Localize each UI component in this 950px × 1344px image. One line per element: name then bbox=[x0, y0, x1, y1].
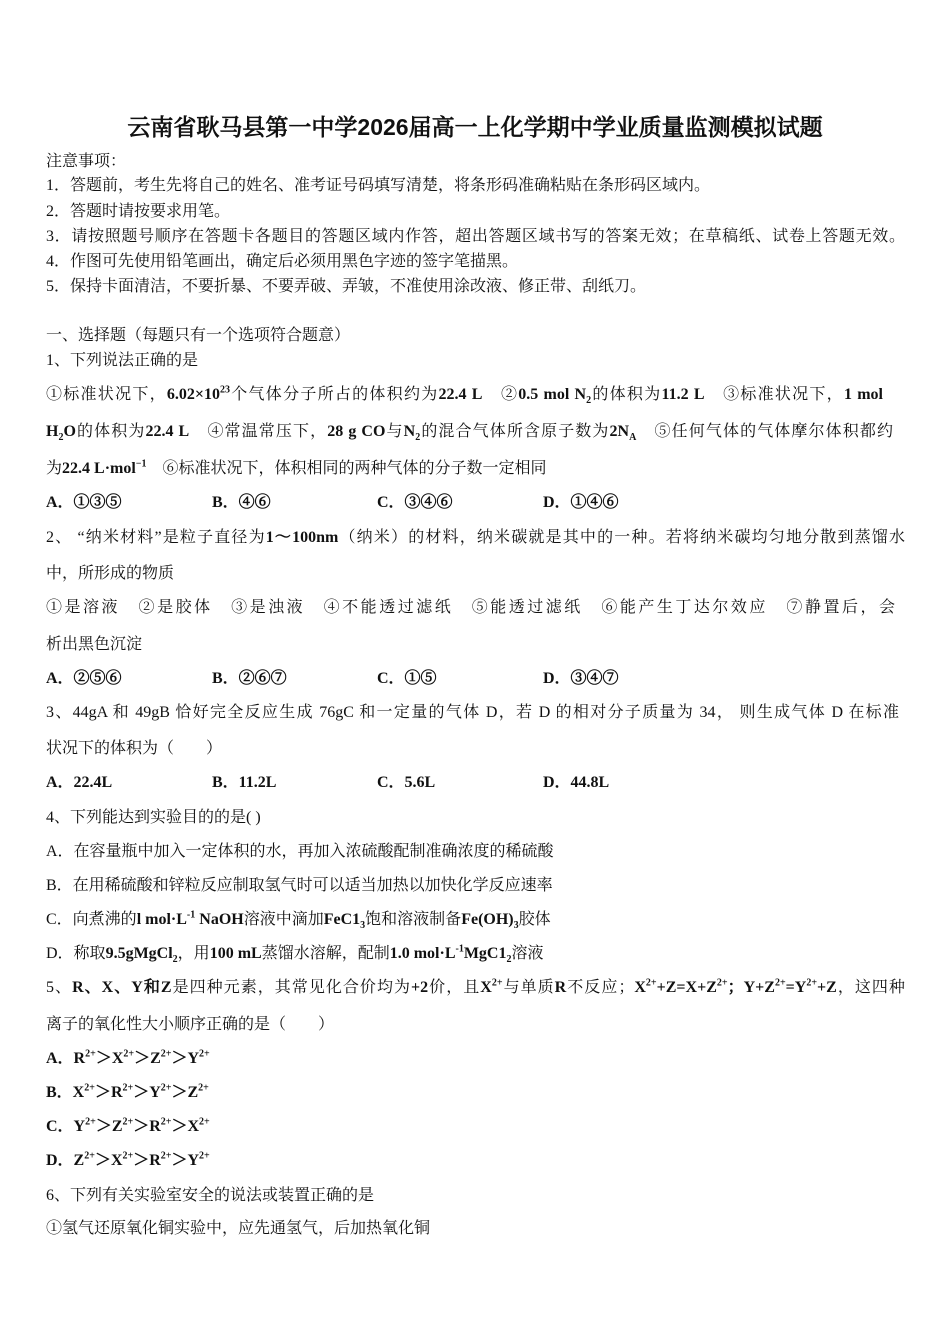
text-segment: 的体积为 bbox=[591, 386, 662, 403]
superscript: 2+ bbox=[198, 1082, 209, 1094]
text-segment: ①标准状况下， bbox=[46, 386, 167, 403]
notice-heading: 注意事项： bbox=[46, 153, 127, 170]
q3-line-1: 3、44gA 和 49gB 恰好完全反应生成 76gC 和一定量的气体 D，若 D 的相对分子质量为 34， 则生成气体 D 在标准 bbox=[46, 704, 899, 721]
option-b: B．④⑥ bbox=[212, 494, 271, 511]
text-segment: ＞Z bbox=[134, 1050, 161, 1067]
text-segment: 1 mol bbox=[843, 386, 883, 403]
text-segment: 是四种元素，其常见化合价均为 bbox=[171, 979, 412, 996]
text-segment: 22.4 L bbox=[145, 423, 190, 440]
text-segment: ⑤任何气体的气体摩尔体积都约 bbox=[636, 423, 893, 440]
q5-line-2: 离子的氧化性大小顺序正确的是（ ） bbox=[46, 1016, 335, 1033]
text-segment: 溶液 bbox=[511, 945, 544, 962]
text-segment: N bbox=[403, 423, 416, 440]
superscript: 2+ bbox=[85, 1116, 96, 1128]
superscript: 2+ bbox=[122, 1150, 134, 1162]
subscript: 2 bbox=[172, 954, 178, 966]
text-segment: 22.4 L·mol bbox=[62, 460, 136, 477]
q1-options bbox=[46, 492, 906, 514]
text-segment: B．X bbox=[46, 1084, 85, 1101]
text-segment: R、X、Y和Z bbox=[72, 979, 172, 996]
q5-option-b bbox=[46, 1082, 209, 1104]
superscript: 2+ bbox=[122, 1116, 134, 1128]
q5-option-c bbox=[46, 1116, 210, 1138]
page-title: 云南省耿马县第一中学2026届高一上化学期中学业质量监测模拟试题 bbox=[127, 114, 823, 140]
option-d: D．①④⑥ bbox=[543, 494, 619, 511]
q6-stem: 6、下列有关实验室安全的说法或装置正确的是 bbox=[46, 1187, 375, 1204]
text-segment: ＞Y bbox=[133, 1084, 161, 1101]
text-segment: 溶液中滴加 bbox=[243, 911, 324, 928]
text-segment: +2 bbox=[411, 979, 429, 996]
text-segment: O bbox=[63, 423, 76, 440]
text-segment: +Z=X+Z bbox=[656, 979, 717, 996]
q4-option-c bbox=[46, 909, 551, 931]
text-segment: ＞R bbox=[133, 1152, 161, 1169]
text-segment: ＞R bbox=[94, 1084, 123, 1101]
text-segment: ＞Z bbox=[171, 1084, 199, 1101]
text-segment: C．Y bbox=[46, 1118, 86, 1135]
q1-line-3 bbox=[46, 458, 547, 480]
q2-line-3: ①是溶液 ②是胶体 ③是浊液 ④不能透过滤纸 ⑤能透过滤纸 ⑥能产生丁达尔效应 ⑦静置后，会 bbox=[46, 599, 895, 616]
text-segment: ② bbox=[482, 386, 519, 403]
text-segment: 与 bbox=[385, 423, 404, 440]
q1-stem: 1、下列说法正确的是 bbox=[46, 352, 199, 369]
option-b: B．11.2L bbox=[212, 774, 277, 791]
superscript: 2+ bbox=[199, 1048, 210, 1060]
notice-item-1: 1．答题前，考生先将自己的姓名、准考证号码填写清楚，将条形码准确粘贴在条形码区域内。 bbox=[46, 177, 711, 194]
option-c: C．③④⑥ bbox=[377, 494, 453, 511]
q5-option-d bbox=[46, 1150, 210, 1172]
q4-option-a: A．在容量瓶中加入一定体积的水，再加入浓硫酸配制准确浓度的稀硫酸 bbox=[46, 843, 554, 860]
subscript: 2 bbox=[586, 395, 592, 407]
superscript: 2+ bbox=[84, 1082, 95, 1094]
q2-options bbox=[46, 668, 906, 690]
text-segment: MgC1 bbox=[463, 945, 507, 962]
text-segment: l mol·L bbox=[136, 911, 187, 928]
subscript: 3 bbox=[513, 920, 519, 932]
q3-options bbox=[46, 772, 906, 794]
notice-item-3: 3．请按照题号顺序在答题卡各题目的答题区域内作答，超出答题区域书写的答案无效；在草稿纸、试卷上答题无效。 bbox=[46, 228, 905, 245]
superscript: 2+ bbox=[160, 1048, 172, 1060]
option-d: D．44.8L bbox=[543, 774, 610, 791]
q3-line-2: 状况下的体积为（ ） bbox=[46, 740, 223, 757]
subscript: 2 bbox=[58, 432, 64, 444]
text-segment: ＞Y bbox=[171, 1152, 200, 1169]
text-segment: （纳米）的材料，纳米碳就是其中的一种。若将纳米碳均匀地分散到蒸馏水 bbox=[338, 529, 905, 546]
text-segment: ＞X bbox=[95, 1050, 124, 1067]
text-segment: 2、 “纳米材料”是粒子直径为 bbox=[46, 529, 266, 546]
text-segment: D．称取 bbox=[46, 945, 106, 962]
superscript: −1 bbox=[135, 458, 147, 470]
text-segment: 9.5gMgCl bbox=[105, 945, 173, 962]
notice-item-2: 2．答题时请按要求用笔。 bbox=[46, 203, 231, 220]
text-segment: Fe(OH) bbox=[461, 911, 514, 928]
superscript: 2+ bbox=[85, 1048, 96, 1060]
superscript: 2+ bbox=[774, 977, 786, 989]
text-segment: +Z bbox=[817, 979, 837, 996]
text-segment: ＞Z bbox=[95, 1118, 123, 1135]
q4-option-d bbox=[46, 943, 544, 965]
superscript: 2+ bbox=[160, 1082, 172, 1094]
text-segment: 与单质 bbox=[502, 979, 555, 996]
text-segment: ＞R bbox=[133, 1118, 161, 1135]
text-segment: A．R bbox=[46, 1050, 86, 1067]
text-segment: ⑥标准状况下，体积相同的两种气体的分子数一定相同 bbox=[146, 460, 547, 477]
superscript: 2+ bbox=[160, 1116, 172, 1128]
superscript: 2+ bbox=[199, 1116, 210, 1128]
q1-line-1 bbox=[46, 384, 883, 406]
subscript: 2 bbox=[506, 954, 512, 966]
text-segment: D．Z bbox=[46, 1152, 85, 1169]
text-segment: ，用 bbox=[177, 945, 210, 962]
text-segment: ＞X bbox=[171, 1118, 200, 1135]
superscript: 2+ bbox=[84, 1150, 95, 1162]
text-segment: 5、 bbox=[46, 979, 73, 996]
text-segment: 28 g CO bbox=[327, 423, 386, 440]
superscript: 2+ bbox=[645, 977, 657, 989]
text-segment: 22.4 L bbox=[438, 386, 483, 403]
text-segment: X bbox=[480, 979, 492, 996]
text-segment: 6.02×10 bbox=[166, 386, 220, 403]
text-segment: C．向煮沸的 bbox=[46, 911, 137, 928]
text-segment: ；Y+Z bbox=[727, 979, 775, 996]
text-segment: =Y bbox=[785, 979, 807, 996]
text-segment: ④常温常压下， bbox=[189, 423, 328, 440]
q4-stem: 4、下列能达到实验目的的是( ) bbox=[46, 809, 261, 826]
notice-item-5: 5．保持卡面清洁，不要折暴、不要弄破、弄皱，不准使用涂改液、修正带、刮纸刀。 bbox=[46, 278, 647, 295]
text-segment: X bbox=[634, 979, 646, 996]
option-a: A．22.4L bbox=[46, 774, 113, 791]
subscript: A bbox=[629, 432, 637, 444]
text-segment: 不反应； bbox=[566, 979, 635, 996]
superscript: 2+ bbox=[123, 1048, 135, 1060]
q2-line-4: 析出黑色沉淀 bbox=[46, 636, 143, 653]
text-segment: 饱和溶液制备 bbox=[365, 911, 462, 928]
q5-line-1 bbox=[46, 977, 905, 999]
q1-line-2 bbox=[46, 421, 893, 443]
text-segment: 1.0 mol·L bbox=[389, 945, 456, 962]
text-segment: 2N bbox=[609, 423, 630, 440]
text-segment: ，这四种 bbox=[836, 979, 905, 996]
text-segment: 蒸馏水溶解，配制 bbox=[261, 945, 390, 962]
text-segment: NaOH bbox=[195, 911, 244, 928]
text-segment: 11.2 L bbox=[661, 386, 705, 403]
option-a: A．①③⑤ bbox=[46, 494, 122, 511]
text-segment: H bbox=[46, 423, 59, 440]
option-d: D．③④⑦ bbox=[543, 670, 619, 687]
option-a: A．②⑤⑥ bbox=[46, 670, 122, 687]
text-segment: 的体积为 bbox=[75, 423, 146, 440]
superscript: 2+ bbox=[160, 1150, 172, 1162]
superscript: 2+ bbox=[491, 977, 503, 989]
superscript: 23 bbox=[220, 384, 230, 396]
q2-line-2: 中，所形成的物质 bbox=[46, 565, 175, 582]
text-segment: 0.5 mol N bbox=[518, 386, 587, 403]
q5-option-a bbox=[46, 1048, 210, 1070]
q2-line-1 bbox=[46, 527, 905, 549]
text-segment: 的混合气体所含原子数为 bbox=[420, 423, 610, 440]
text-segment: 为 bbox=[46, 460, 63, 477]
subscript: 2 bbox=[415, 432, 421, 444]
text-segment: 100 mL bbox=[209, 945, 262, 962]
superscript: -1 bbox=[186, 909, 196, 921]
superscript: 2+ bbox=[806, 977, 818, 989]
q6-line-1: ①氢气还原氧化铜实验中，应先通氢气，后加热氧化铜 bbox=[46, 1220, 431, 1237]
text-segment: ＞Y bbox=[171, 1050, 200, 1067]
option-c: C．①⑤ bbox=[377, 670, 437, 687]
section-title: 一、选择题（每题只有一个选项符合题意） bbox=[46, 327, 351, 344]
text-segment: ③标准状况下， bbox=[704, 386, 844, 403]
option-c: C．5.6L bbox=[377, 774, 436, 791]
text-segment: 1～100nm bbox=[265, 529, 339, 546]
subscript: 3 bbox=[360, 920, 366, 932]
text-segment: ＞X bbox=[94, 1152, 123, 1169]
text-segment: 胶体 bbox=[518, 911, 551, 928]
q4-option-b: B．在用稀硫酸和锌粒反应制取氢气时可以适当加热以加快化学反应速率 bbox=[46, 877, 553, 894]
text-segment: 个气体分子所占的体积约为 bbox=[230, 386, 439, 403]
text-segment: 价，且 bbox=[428, 979, 481, 996]
superscript: 2+ bbox=[716, 977, 728, 989]
superscript: 2+ bbox=[199, 1150, 210, 1162]
text-segment: FeC1 bbox=[323, 911, 361, 928]
notice-item-4: 4．作图可先使用铅笔画出，确定后必须用黑色字迹的签字笔描黑。 bbox=[46, 253, 519, 270]
option-b: B．②⑥⑦ bbox=[212, 670, 287, 687]
superscript: 2+ bbox=[122, 1082, 134, 1094]
text-segment: R bbox=[554, 979, 567, 996]
superscript: -1 bbox=[455, 943, 464, 955]
